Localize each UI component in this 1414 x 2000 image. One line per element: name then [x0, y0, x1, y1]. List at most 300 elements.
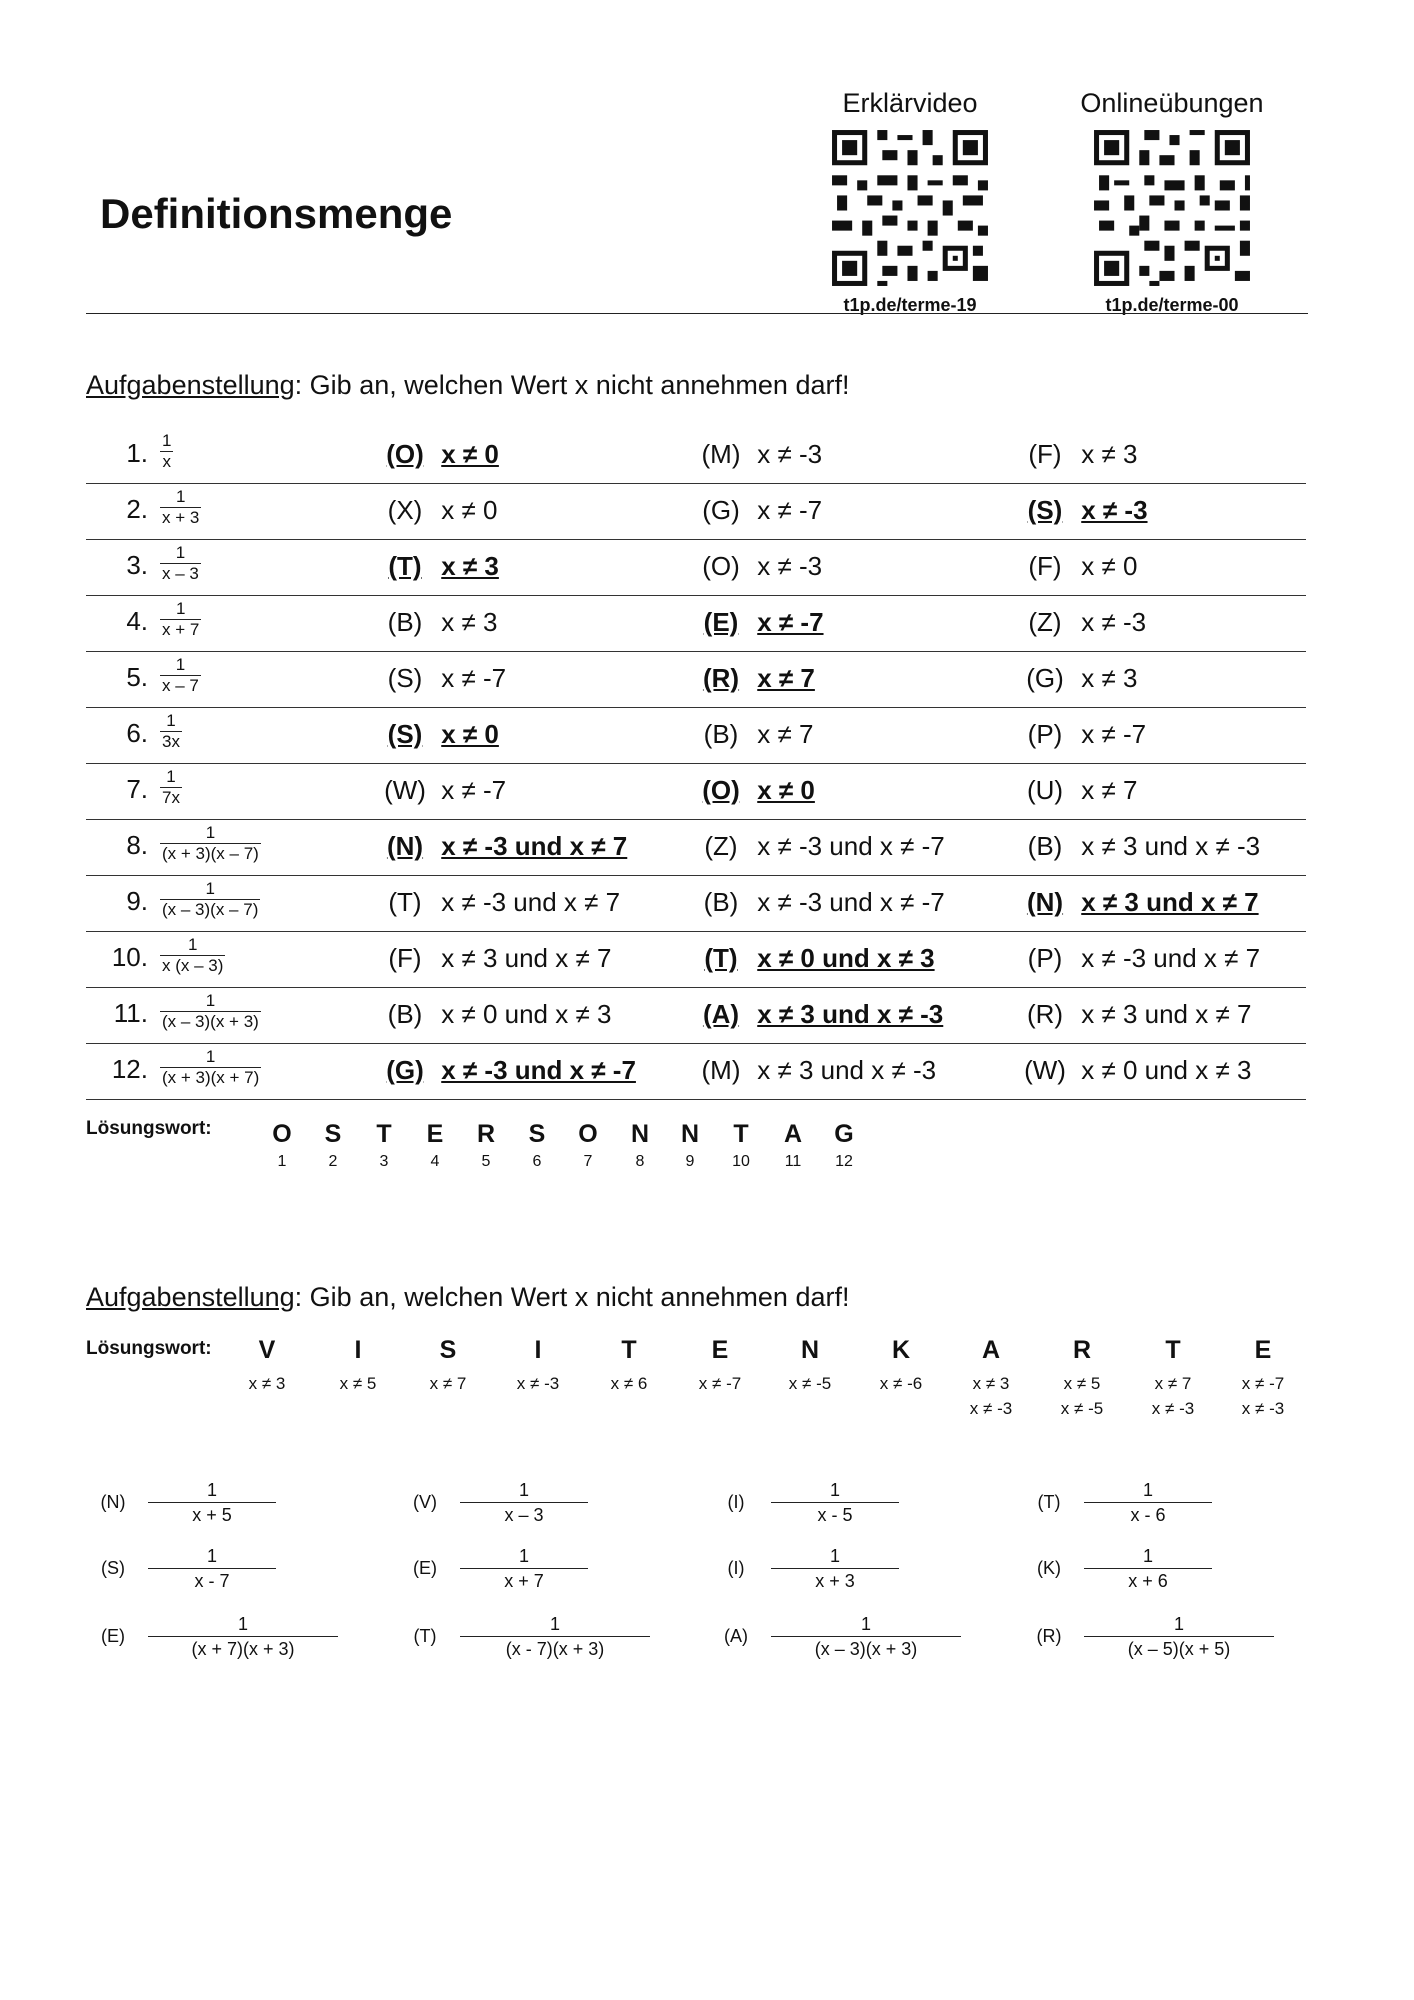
fraction-label: (I) — [727, 1558, 745, 1578]
option-value: x ≠ -3 und x ≠ 7 — [441, 831, 628, 861]
table-row — [86, 540, 1306, 596]
answer-option[interactable] — [1016, 439, 1137, 470]
option-value: x ≠ 3 und x ≠ -3 — [1081, 831, 1261, 861]
fraction-numerator: 1 — [206, 1480, 217, 1500]
fraction — [1084, 1612, 1274, 1661]
qr-caption: Erklärvideo — [842, 88, 978, 118]
fraction — [771, 1612, 961, 1661]
answer-option[interactable] — [376, 775, 506, 806]
solution-number: 5 — [481, 1153, 491, 1170]
fraction-label: (E) — [413, 1558, 437, 1578]
option-value: x ≠ 7 — [757, 719, 814, 749]
solution-letter: T — [733, 1120, 749, 1148]
fraction-numerator: 1 — [175, 487, 186, 506]
answer-option[interactable] — [1016, 663, 1137, 694]
fraction — [771, 1544, 899, 1593]
solution-number: 6 — [532, 1153, 542, 1170]
answer-option[interactable] — [692, 831, 945, 862]
solution-letter: R — [476, 1120, 496, 1148]
answer-option[interactable] — [1016, 719, 1146, 750]
solution-letter: S — [439, 1336, 457, 1364]
option-label: (N) — [386, 831, 424, 861]
fraction-item — [716, 1478, 976, 1538]
answer-option[interactable] — [376, 1055, 636, 1086]
solution-letter-cell — [517, 1120, 557, 1171]
fraction-denominator: x - 6 — [1084, 1502, 1212, 1527]
fraction-item — [93, 1544, 353, 1604]
row-number: 5. — [126, 662, 148, 692]
option-value: x ≠ 3 — [441, 551, 499, 581]
option-value: x ≠ -3 — [757, 439, 823, 469]
solution-letter-cell — [1218, 1336, 1308, 1421]
option-value: x ≠ 0 — [757, 775, 815, 805]
table-row — [86, 764, 1306, 820]
solution-letter: S — [528, 1120, 546, 1148]
answer-option[interactable] — [692, 663, 815, 694]
fraction-numerator: 1 — [166, 711, 176, 730]
fraction-denominator: (x + 3)(x – 7) — [162, 844, 259, 863]
option-value: x ≠ 0 und x ≠ 3 — [1081, 1055, 1252, 1085]
option-value: x ≠ 3 — [1081, 663, 1138, 693]
fraction-denominator: x – 3 — [162, 564, 199, 583]
option-value: x ≠ 3 und x ≠ 7 — [441, 943, 612, 973]
fraction-item — [1029, 1478, 1289, 1538]
option-value: x ≠ 7 — [1081, 775, 1138, 805]
solution-letter-cell — [1037, 1336, 1127, 1421]
option-label: (U) — [1026, 775, 1064, 805]
row-number: 7. — [126, 774, 148, 804]
solution-label: Lösungswort: — [86, 1118, 212, 1139]
answer-option[interactable] — [692, 775, 815, 806]
solution-condition — [1037, 1371, 1127, 1421]
table-row — [86, 876, 1306, 932]
fraction-item — [405, 1544, 665, 1604]
condition-line: x ≠ -5 — [1060, 1399, 1104, 1418]
fraction-numerator: 1 — [1173, 1614, 1184, 1634]
solution-letter-cell — [262, 1120, 302, 1171]
option-value: x ≠ -7 — [757, 607, 824, 637]
option-value: x ≠ -3 — [1081, 607, 1147, 637]
answer-option[interactable] — [692, 551, 822, 582]
solution-letter: T — [376, 1120, 392, 1148]
solution-letter: E — [1254, 1336, 1272, 1364]
solution-number: 4 — [430, 1153, 440, 1170]
solution-letter: T — [621, 1336, 637, 1364]
solution-letter: A — [783, 1120, 803, 1148]
solution-letter: T — [1165, 1336, 1181, 1364]
fraction-label: (S) — [101, 1558, 125, 1578]
solution-condition — [313, 1371, 403, 1396]
condition-line: x ≠ -5 — [788, 1374, 832, 1393]
option-value: x ≠ -3 und x ≠ 7 — [441, 887, 621, 917]
option-value: x ≠ 0 — [441, 719, 499, 749]
fraction-item — [716, 1612, 976, 1672]
solution-number: 9 — [685, 1153, 695, 1170]
option-label: (O) — [702, 775, 740, 805]
fraction — [160, 599, 201, 640]
fraction-item — [1029, 1544, 1289, 1604]
fraction-numerator: 1 — [187, 935, 198, 954]
row-number: 2. — [126, 494, 148, 524]
condition-line: x ≠ 7 — [429, 1374, 467, 1393]
fraction-denominator: (x – 3)(x + 3) — [771, 1636, 961, 1661]
fraction-numerator: 1 — [518, 1546, 529, 1566]
answer-option[interactable] — [692, 495, 822, 526]
solution-letter: V — [258, 1336, 276, 1364]
answer-option[interactable] — [376, 495, 497, 526]
answer-option[interactable] — [692, 887, 945, 918]
option-value: x ≠ 0 — [1081, 551, 1138, 581]
solution-letter: N — [680, 1120, 700, 1148]
solution-letter-cell — [1128, 1336, 1218, 1421]
qr-link[interactable]: t1p.de/terme-00 — [1105, 295, 1239, 315]
option-label: (G) — [1026, 663, 1064, 693]
option-value: x ≠ -7 — [757, 495, 823, 525]
option-label: (F) — [1028, 439, 1062, 469]
instruction-section-2 — [86, 1282, 849, 1313]
condition-line: x ≠ 5 — [339, 1374, 377, 1393]
solution-condition — [403, 1371, 493, 1396]
solution-number: 8 — [635, 1153, 645, 1170]
solution-letter-cell — [364, 1120, 404, 1171]
fraction-label: (T) — [1037, 1492, 1061, 1512]
qr-link[interactable]: t1p.de/terme-19 — [843, 295, 977, 315]
solution-letter: O — [578, 1120, 598, 1148]
answer-option[interactable] — [376, 607, 497, 638]
table-row — [86, 596, 1306, 652]
fraction-label: (I) — [727, 1492, 745, 1512]
qr-code-icon[interactable] — [827, 125, 993, 291]
answer-option[interactable] — [376, 831, 627, 862]
option-value: x ≠ -3 — [757, 551, 823, 581]
option-value: x ≠ 0 — [441, 439, 499, 469]
solution-letter-cell — [466, 1120, 506, 1171]
solution-letter-cell — [856, 1336, 946, 1396]
fraction — [160, 487, 201, 528]
row-number: 4. — [126, 606, 148, 636]
fraction-denominator: (x + 7)(x + 3) — [148, 1636, 338, 1661]
option-label: (G) — [386, 1055, 424, 1085]
qr-caption: Onlineübungen — [1080, 88, 1264, 118]
instruction-label: Aufgabenstellung — [86, 1282, 295, 1312]
answer-option[interactable] — [376, 719, 499, 750]
option-value: x ≠ 3 und x ≠ -3 — [757, 999, 944, 1029]
solution-letter-cell — [620, 1120, 660, 1171]
option-value: x ≠ 7 — [757, 663, 815, 693]
row-number: 9. — [126, 886, 148, 916]
row-number: 11. — [113, 998, 148, 1028]
solution-word-2 — [0, 1336, 1414, 1426]
fraction-numerator: 1 — [1142, 1480, 1153, 1500]
fraction-denominator: x + 3 — [162, 508, 200, 527]
solution-letter-cell — [493, 1336, 583, 1396]
option-label: (A) — [702, 999, 740, 1029]
fraction-denominator: x - 5 — [771, 1502, 899, 1527]
fraction — [1084, 1478, 1212, 1527]
solution-letter-cell — [773, 1120, 813, 1171]
solution-letter: K — [891, 1336, 911, 1364]
option-label: (O) — [702, 551, 740, 581]
answer-option[interactable] — [692, 439, 822, 470]
qr-block-onlineuebungen — [1072, 88, 1272, 316]
solution-number: 7 — [583, 1153, 593, 1170]
fraction-item — [93, 1612, 353, 1672]
option-label: (O) — [386, 439, 424, 469]
fraction — [148, 1478, 276, 1527]
fraction — [160, 767, 182, 808]
fraction-numerator: 1 — [860, 1614, 871, 1634]
page-title: Definitionsmenge — [100, 190, 453, 237]
fraction-numerator: 1 — [206, 1546, 217, 1566]
fraction-item — [93, 1478, 353, 1538]
solution-condition — [1218, 1371, 1308, 1421]
fraction — [460, 1544, 588, 1593]
solution-number: 2 — [328, 1153, 338, 1170]
option-value: x ≠ -7 — [441, 775, 507, 805]
answer-option[interactable] — [376, 551, 499, 582]
fraction-numerator: 1 — [1142, 1546, 1153, 1566]
fraction-numerator: 1 — [175, 655, 186, 674]
solution-number: 11 — [784, 1153, 802, 1170]
instruction-section-1 — [86, 370, 849, 401]
solution-number: 12 — [835, 1153, 853, 1170]
option-label: (P) — [1027, 943, 1063, 973]
option-value: x ≠ 3 — [1081, 439, 1138, 469]
fraction-denominator: 3x — [162, 732, 180, 751]
fraction — [160, 879, 260, 920]
row-number: 8. — [126, 830, 148, 860]
solution-letter-cell — [765, 1336, 855, 1396]
solution-letter-cell — [824, 1120, 864, 1171]
solution-letter: G — [834, 1120, 854, 1148]
option-label: (T) — [388, 551, 422, 581]
row-number: 10. — [111, 942, 148, 972]
solution-letter-cell — [675, 1336, 765, 1396]
option-label: (P) — [1027, 719, 1063, 749]
row-number: 1. — [126, 438, 148, 468]
answer-option[interactable] — [1016, 607, 1146, 638]
solution-letter: E — [711, 1336, 729, 1364]
table-row — [86, 988, 1306, 1044]
option-label: (X) — [387, 495, 423, 525]
fraction-denominator: (x - 7)(x + 3) — [460, 1636, 650, 1661]
option-label: (T) — [388, 887, 422, 917]
option-label: (T) — [704, 943, 738, 973]
option-value: x ≠ -3 und x ≠ -7 — [441, 1055, 636, 1085]
fraction-item — [405, 1612, 665, 1672]
option-label: (M) — [701, 1055, 741, 1085]
solution-letter: E — [426, 1120, 444, 1148]
fraction — [160, 431, 173, 472]
option-value: x ≠ -3 — [1081, 495, 1148, 525]
answer-option[interactable] — [376, 943, 611, 974]
fraction-numerator: 1 — [829, 1480, 840, 1500]
condition-line: x ≠ -3 — [1241, 1399, 1285, 1418]
option-value: x ≠ -7 — [1081, 719, 1147, 749]
fraction — [160, 711, 182, 752]
table-row — [86, 652, 1306, 708]
fraction — [1084, 1544, 1212, 1593]
fraction-numerator: 1 — [162, 431, 172, 450]
option-value: x ≠ 3 — [441, 607, 498, 637]
solution-condition — [675, 1371, 765, 1396]
option-label: (B) — [387, 999, 423, 1029]
answer-option[interactable] — [1016, 551, 1137, 582]
answer-option[interactable] — [1016, 495, 1148, 526]
answer-option[interactable] — [1016, 943, 1260, 974]
fraction-numerator: 1 — [205, 823, 216, 842]
fraction-numerator: 1 — [205, 879, 215, 898]
fraction-label: (K) — [1037, 1558, 1061, 1578]
answer-option[interactable] — [692, 607, 824, 638]
option-label: (W) — [384, 775, 426, 805]
table-row — [86, 820, 1306, 876]
option-label: (N) — [1026, 887, 1064, 917]
fraction-label: (T) — [413, 1626, 437, 1646]
condition-line: x ≠ -3 — [1151, 1399, 1195, 1418]
solution-letter: S — [324, 1120, 342, 1148]
option-label: (S) — [387, 663, 423, 693]
condition-line: x ≠ 5 — [1063, 1374, 1101, 1393]
fraction-denominator: x — [162, 452, 171, 471]
fraction-denominator: 7x — [162, 788, 180, 807]
fraction-denominator: x (x – 3) — [162, 956, 224, 975]
option-label: (R) — [702, 663, 740, 693]
solution-condition — [493, 1371, 583, 1396]
option-value: x ≠ -7 — [441, 663, 507, 693]
option-label: (B) — [703, 719, 739, 749]
fraction-denominator: (x – 3)(x + 3) — [162, 1012, 259, 1031]
fraction — [160, 655, 201, 696]
answer-option[interactable] — [692, 999, 943, 1030]
solution-number: 3 — [379, 1153, 389, 1170]
condition-line: x ≠ -7 — [1241, 1374, 1285, 1393]
fraction-denominator: x – 3 — [460, 1502, 588, 1527]
condition-line: x ≠ 7 — [1154, 1374, 1192, 1393]
option-label: (B) — [703, 887, 739, 917]
option-value: x ≠ 3 und x ≠ -3 — [757, 1055, 937, 1085]
fraction — [460, 1478, 588, 1527]
fraction-denominator: x – 7 — [162, 676, 199, 695]
condition-line: x ≠ -3 — [969, 1399, 1013, 1418]
fraction-denominator: x + 6 — [1084, 1568, 1212, 1593]
solution-condition — [946, 1371, 1036, 1421]
answer-option[interactable] — [692, 1055, 936, 1086]
option-label: (M) — [701, 439, 741, 469]
fraction — [771, 1478, 899, 1527]
answer-option[interactable] — [692, 719, 813, 750]
solution-condition — [584, 1371, 674, 1396]
solution-letter-cell — [721, 1120, 761, 1171]
instruction-text: : Gib an, welchen Wert x nicht annehmen darf! — [294, 370, 850, 400]
option-label: (G) — [702, 495, 740, 525]
qr-block-erklaervideo — [810, 88, 1010, 316]
fraction-item — [716, 1544, 976, 1604]
condition-line: x ≠ -7 — [698, 1374, 742, 1393]
answer-option[interactable] — [1016, 887, 1259, 918]
instruction-text: : Gib an, welchen Wert x nicht annehmen darf! — [294, 1282, 850, 1312]
solution-letter-cell — [946, 1336, 1036, 1421]
solution-condition — [856, 1371, 946, 1396]
fraction — [160, 823, 261, 864]
solution-letter-cell — [403, 1336, 493, 1396]
fraction-numerator: 1 — [166, 767, 176, 786]
fraction-label: (A) — [724, 1626, 748, 1646]
fraction-label: (V) — [413, 1492, 437, 1512]
row-number: 6. — [126, 718, 148, 748]
answer-option[interactable] — [376, 999, 611, 1030]
fraction — [160, 935, 225, 976]
qr-code-icon[interactable] — [1089, 125, 1255, 291]
fraction-label: (R) — [1036, 1626, 1062, 1646]
solution-letter: N — [800, 1336, 820, 1364]
answer-option[interactable] — [1016, 775, 1137, 806]
fraction — [160, 543, 201, 584]
solution-label: Lösungswort: — [86, 1338, 212, 1359]
table-row — [86, 932, 1306, 988]
condition-line: x ≠ -6 — [879, 1374, 923, 1393]
answer-option[interactable] — [376, 663, 506, 694]
option-label: (S) — [387, 719, 423, 749]
solution-letter: O — [272, 1120, 292, 1148]
solution-letter-cell — [670, 1120, 710, 1171]
solution-condition — [765, 1371, 855, 1396]
option-label: (F) — [388, 943, 422, 973]
fraction-denominator: x + 5 — [148, 1502, 276, 1527]
option-value: x ≠ 3 und x ≠ 7 — [1081, 887, 1259, 917]
option-value: x ≠ 0 und x ≠ 3 — [757, 943, 935, 973]
solution-word-1 — [0, 1120, 1414, 1180]
fraction-denominator: (x – 3)(x – 7) — [162, 900, 259, 919]
solution-number: 10 — [732, 1153, 750, 1170]
option-label: (W) — [1024, 1055, 1066, 1085]
fraction-denominator: x + 7 — [162, 620, 200, 639]
fraction-denominator: (x – 5)(x + 5) — [1084, 1636, 1274, 1661]
solution-letter: I — [534, 1336, 542, 1364]
option-label: (B) — [1027, 831, 1063, 861]
fraction — [160, 991, 261, 1032]
fraction-item — [1029, 1612, 1289, 1672]
option-value: x ≠ -3 und x ≠ -7 — [757, 887, 945, 917]
answer-option[interactable] — [376, 439, 499, 470]
fraction — [160, 1047, 261, 1088]
option-label: (S) — [1027, 495, 1063, 525]
option-label: (R) — [1026, 999, 1064, 1029]
solution-letter-cell — [313, 1336, 403, 1396]
solution-letter: N — [630, 1120, 650, 1148]
table-row — [86, 708, 1306, 764]
fraction-item — [405, 1478, 665, 1538]
fraction-label: (E) — [101, 1626, 125, 1646]
fraction — [148, 1612, 338, 1661]
answer-option[interactable] — [692, 943, 935, 974]
answer-option[interactable] — [1016, 999, 1251, 1030]
option-value: x ≠ 3 und x ≠ 7 — [1081, 999, 1252, 1029]
table-row — [86, 484, 1306, 540]
option-value: x ≠ 0 — [441, 495, 498, 525]
answer-option[interactable] — [1016, 1055, 1251, 1086]
option-value: x ≠ -3 und x ≠ 7 — [1081, 943, 1261, 973]
fraction-numerator: 1 — [205, 1047, 216, 1066]
fraction-numerator: 1 — [237, 1614, 248, 1634]
solution-condition — [1128, 1371, 1218, 1421]
fraction — [460, 1612, 650, 1661]
solution-letter-cell — [584, 1336, 674, 1396]
condition-line: x ≠ 6 — [610, 1374, 648, 1393]
answer-option[interactable] — [376, 887, 620, 918]
answer-option[interactable] — [1016, 831, 1260, 862]
fraction-numerator: 1 — [175, 599, 186, 618]
